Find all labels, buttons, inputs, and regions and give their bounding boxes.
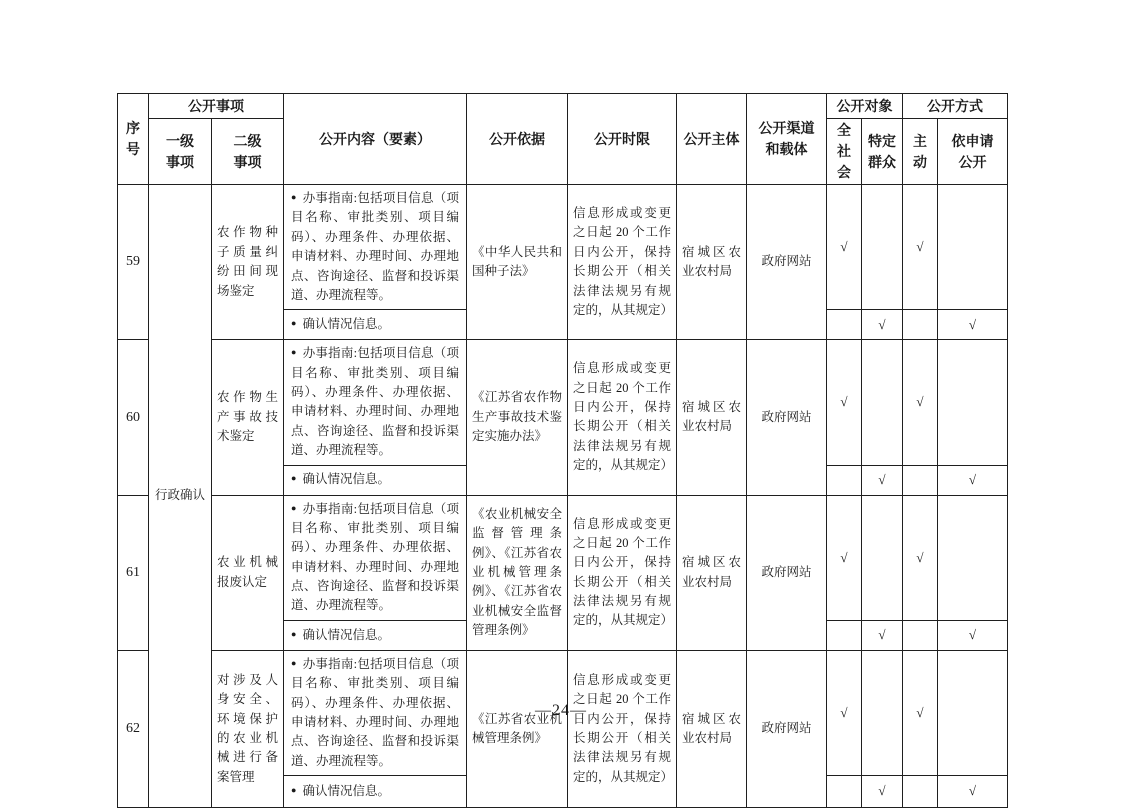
bullet-icon: ● xyxy=(291,192,297,202)
content-guide-text: 办事指南:包括项目信息（项目名称、审批类别、项目编码）、办理条件、办理依据、申请材料、办理时间、办理地点、咨询途径、监督和投诉渠道、办理流程等。 xyxy=(291,656,460,768)
time-limit: 信息形成或变更之日起 20 个工作日内公开，保持长期公开（相关法律法规另有规定的，从其规定） xyxy=(568,340,677,495)
content-confirm xyxy=(284,620,467,650)
content-guide xyxy=(284,340,467,465)
legal-basis: 《中华人民共和国种子法》 xyxy=(467,185,568,340)
row-no: 60 xyxy=(118,340,149,495)
legal-basis: 《江苏省农业机械管理条例》 xyxy=(467,650,568,807)
header-channel: 公开渠道和载体 xyxy=(747,94,827,185)
check-all-society xyxy=(827,776,862,808)
check-active xyxy=(903,776,938,808)
content-confirm xyxy=(284,465,467,495)
time-limit: 信息形成或变更之日起 20 个工作日内公开，保持长期公开（相关法律法规另有规定的，从其规定） xyxy=(568,495,677,650)
row-no: 59 xyxy=(118,185,149,340)
header-content: 公开内容（要素） xyxy=(284,94,467,185)
check-specific-group: √ xyxy=(862,620,903,650)
content-guide-text: 办事指南:包括项目信息（项目名称、审批类别、项目编码）、办理条件、办理依据、申请材料、办理时间、办理地点、咨询途径、监督和投诉渠道、办理流程等。 xyxy=(291,191,460,302)
check-all-society: √ xyxy=(827,340,862,465)
check-specific-group xyxy=(862,340,903,465)
check-active: √ xyxy=(903,340,938,465)
check-active xyxy=(903,310,938,340)
check-specific-group xyxy=(862,185,903,310)
check-on-request xyxy=(938,185,1008,310)
check-all-society: √ xyxy=(827,495,862,620)
header-time-limit: 公开时限 xyxy=(568,94,677,185)
content-confirm xyxy=(284,776,467,808)
check-specific-group: √ xyxy=(862,776,903,808)
header-all-society: 全社会 xyxy=(827,119,862,185)
row-no: 62 xyxy=(118,650,149,807)
content-guide xyxy=(284,185,467,310)
bullet-icon: ● xyxy=(291,628,297,639)
content-guide-text: 办事指南:包括项目信息（项目名称、审批类别、项目编码）、办理条件、办理依据、申请材料、办理时间、办理地点、咨询途径、监督和投诉渠道、办理流程等。 xyxy=(291,501,460,613)
time-limit: 信息形成或变更之日起 20 个工作日内公开，保持长期公开（相关法律法规另有规定的，从其规定） xyxy=(568,650,677,807)
check-all-society xyxy=(827,310,862,340)
check-active: √ xyxy=(903,650,938,775)
header-item2: 二级事项 xyxy=(212,119,284,185)
check-active xyxy=(903,465,938,495)
bullet-icon: ● xyxy=(291,784,297,795)
content-confirm-text: 确认情况信息。 xyxy=(302,627,390,642)
header-public-matters: 公开事项 xyxy=(149,94,284,119)
bullet-icon: ● xyxy=(291,657,297,668)
subject: 宿城区农业农村局 xyxy=(677,340,747,495)
level2-item: 对涉及人身安全、环境保护的农业机械进行备案管理 xyxy=(212,650,284,807)
page-number: —24— xyxy=(535,702,587,719)
time-limit: 信息形成或变更之日起 20 个工作日内公开，保持长期公开（相关法律法规另有规定的，从其规定） xyxy=(568,185,677,340)
disclosure-table xyxy=(117,93,1008,808)
check-specific-group: √ xyxy=(862,465,903,495)
check-on-request: √ xyxy=(938,310,1008,340)
header-basis: 公开依据 xyxy=(467,94,568,185)
channel: 政府网站 xyxy=(747,495,827,650)
header-active: 主动 xyxy=(903,119,938,185)
channel: 政府网站 xyxy=(747,185,827,340)
check-all-society: √ xyxy=(827,185,862,310)
level2-item: 农作物生产事故技术鉴定 xyxy=(212,340,284,495)
bullet-icon: ● xyxy=(291,502,297,513)
content-guide-text: 办事指南:包括项目信息（项目名称、审批类别、项目编码）、办理条件、办理依据、申请材料、办理时间、办理地点、咨询途径、监督和投诉渠道、办理流程等。 xyxy=(291,346,460,458)
bullet-icon: ● xyxy=(291,318,297,329)
check-on-request: √ xyxy=(938,465,1008,495)
check-active xyxy=(903,620,938,650)
header-method: 公开方式 xyxy=(903,94,1008,119)
header-no: 序号 xyxy=(118,94,149,185)
header-on-request: 依申请公开 xyxy=(938,119,1008,185)
check-on-request xyxy=(938,495,1008,620)
bullet-icon: ● xyxy=(291,473,297,484)
row-no: 61 xyxy=(118,495,149,650)
check-all-society: √ xyxy=(827,650,862,775)
header-specific-group: 特定群众 xyxy=(862,119,903,185)
subject: 宿城区农业农村局 xyxy=(677,495,747,650)
content-confirm-text: 确认情况信息。 xyxy=(302,317,390,332)
check-all-society xyxy=(827,620,862,650)
legal-basis: 《农业机械安全监督管理条例》、《江苏省农业机械管理条例》、《江苏省农业机械安全监督管理条例》 xyxy=(467,495,568,650)
subject: 宿城区农业农村局 xyxy=(677,185,747,340)
check-specific-group: √ xyxy=(862,310,903,340)
level2-item: 农作物种子质量纠纷田间现场鉴定 xyxy=(212,185,284,340)
bullet-icon: ● xyxy=(291,347,297,358)
check-on-request xyxy=(938,340,1008,465)
content-confirm-text: 确认情况信息。 xyxy=(302,783,390,798)
check-on-request: √ xyxy=(938,776,1008,808)
content-guide xyxy=(284,495,467,620)
check-specific-group xyxy=(862,495,903,620)
check-all-society xyxy=(827,465,862,495)
check-active: √ xyxy=(903,185,938,310)
header-item1: 一级事项 xyxy=(149,119,212,185)
legal-basis: 《江苏省农作物生产事故技术鉴定实施办法》 xyxy=(467,340,568,495)
channel: 政府网站 xyxy=(747,650,827,807)
header-subject: 公开主体 xyxy=(677,94,747,185)
subject: 宿城区农业农村局 xyxy=(677,650,747,807)
check-active: √ xyxy=(903,495,938,620)
level2-item: 农业机械报废认定 xyxy=(212,495,284,650)
channel: 政府网站 xyxy=(747,340,827,495)
content-confirm-text: 确认情况信息。 xyxy=(302,472,390,487)
level1-item: 行政确认 xyxy=(149,185,212,808)
check-on-request: √ xyxy=(938,620,1008,650)
header-target: 公开对象 xyxy=(827,94,903,119)
content-confirm xyxy=(284,310,467,340)
